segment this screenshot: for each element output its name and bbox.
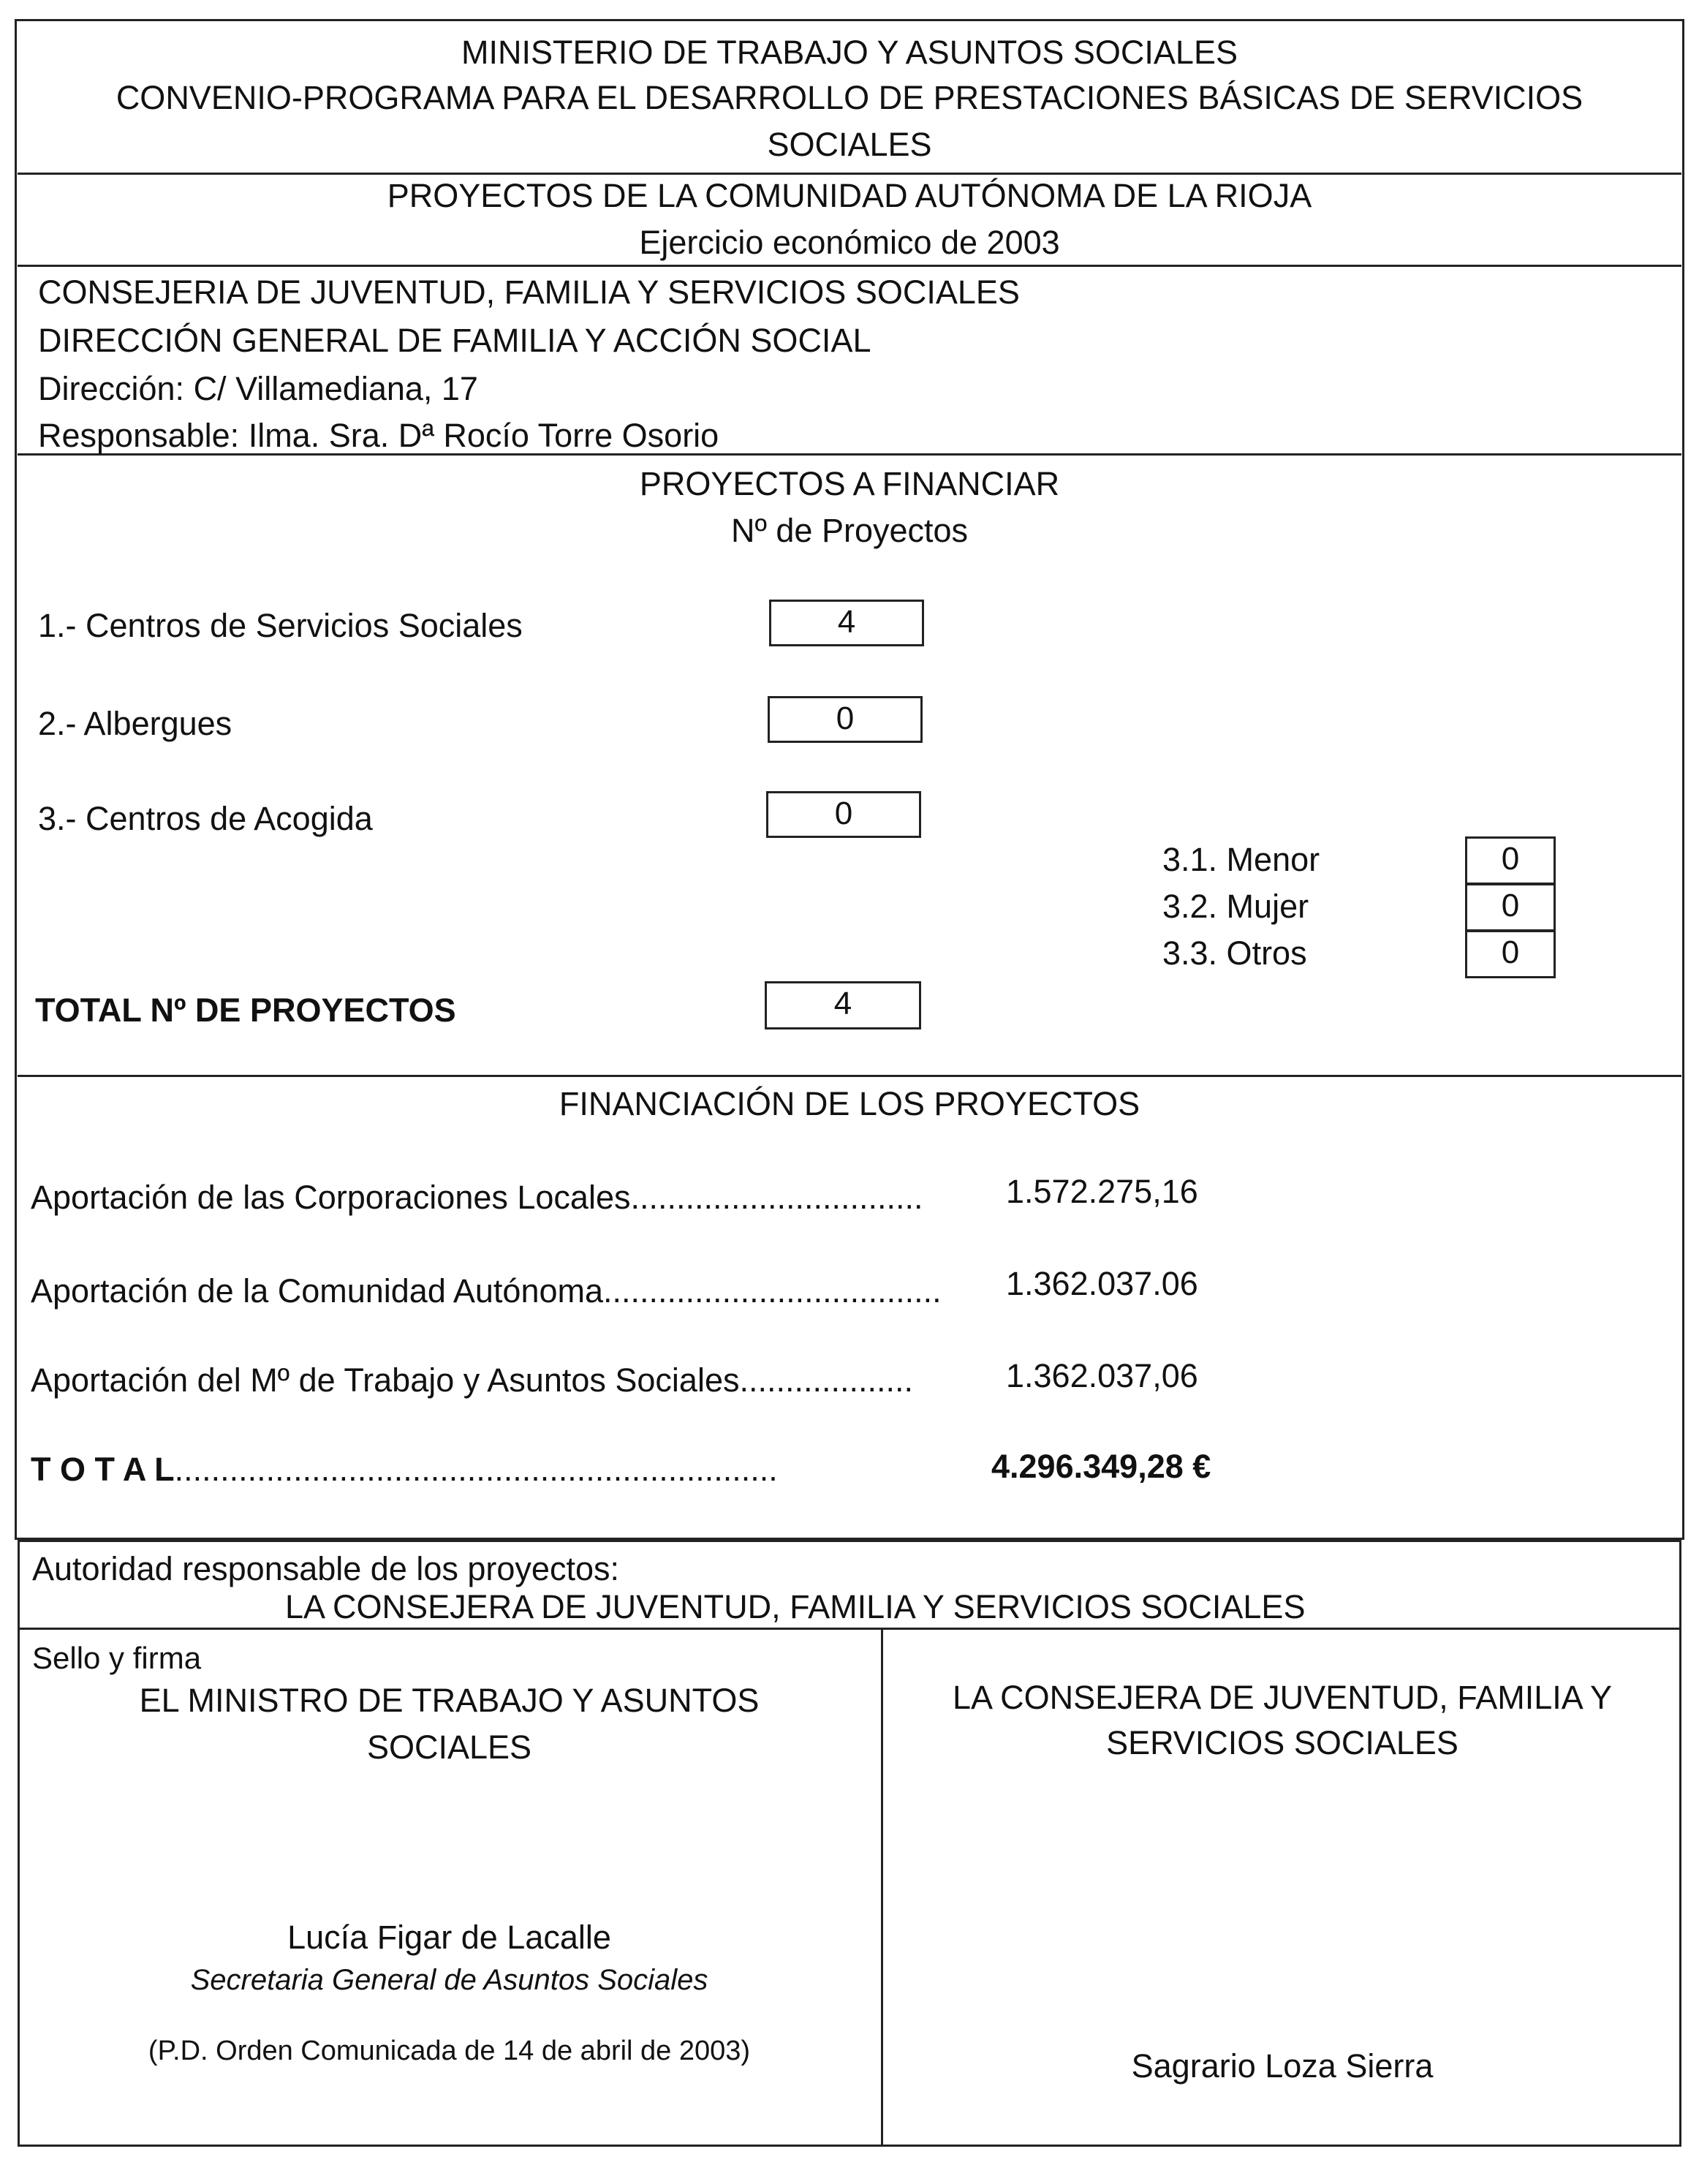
project-item-label: 1.- Centros de Servicios Sociales	[38, 607, 523, 644]
fiscal-year: Ejercicio económico de 2003	[639, 224, 1060, 261]
project-item-count: 0	[768, 696, 923, 743]
financing-row-label: Aportación de la Comunidad Autónoma	[31, 1272, 604, 1310]
leader-dots: ...................	[739, 1361, 914, 1399]
total-projects-label: TOTAL Nº DE PROYECTOS	[35, 991, 456, 1029]
authority-name: LA CONSEJERA DE JUVENTUD, FAMILIA Y SERVICIOS SOCIALES	[285, 1588, 1306, 1625]
sub-item-label: 3.3. Otros	[1162, 934, 1307, 972]
convenio-title: CONVENIO-PROGRAMA PARA EL DESARROLLO DE PRESTACIONES BÁSICAS DE SERVICIOS	[116, 79, 1583, 116]
project-item-label: 2.- Albergues	[38, 705, 232, 742]
consejeria-name: CONSEJERIA DE JUVENTUD, FAMILIA Y SERVICIOS SOCIALES	[38, 273, 1020, 311]
financing-row-label: Aportación de las Corporaciones Locales	[31, 1179, 631, 1216]
divider	[18, 173, 1681, 175]
sub-item-count: 0	[1465, 836, 1556, 885]
project-item-count: 0	[766, 791, 921, 838]
right-signatory-title: LA CONSEJERA DE JUVENTUD, FAMILIA Y	[953, 1679, 1612, 1716]
convenio-title-cont: SOCIALES	[767, 126, 932, 163]
sub-item-label: 3.1. Menor	[1162, 841, 1320, 878]
financing-total-row	[31, 1451, 778, 1489]
financing-total-amount: 4.296.349,28 €	[991, 1448, 1211, 1485]
authority-label: Autoridad responsable de los proyectos:	[32, 1550, 619, 1587]
projects-title: PROYECTOS A FINANCIAR	[639, 465, 1060, 502]
left-signatory-note: (P.D. Orden Comunicada de 14 de abril de 2003)	[148, 2036, 751, 2066]
divider	[18, 1075, 1681, 1077]
ministry-title: MINISTERIO DE TRABAJO Y ASUNTOS SOCIALES	[461, 34, 1238, 71]
responsible-person: Responsable: Ilma. Sra. Dª Rocío Torre Osorio	[38, 417, 719, 454]
left-signatory-title: EL MINISTRO DE TRABAJO Y ASUNTOS	[139, 1682, 760, 1719]
left-signatory-title-cont: SOCIALES	[366, 1728, 532, 1766]
seal-label: Sello y firma	[32, 1641, 202, 1675]
sub-item-count: 0	[1465, 930, 1556, 978]
financing-row	[31, 1272, 942, 1310]
right-signatory-name: Sagrario Loza Sierra	[1131, 2047, 1434, 2085]
community-title: PROYECTOS DE LA COMUNIDAD AUTÓNOMA DE LA RIOJA	[387, 177, 1312, 214]
direccion-general: DIRECCIÓN GENERAL DE FAMILIA Y ACCIÓN SOCIAL	[38, 322, 871, 359]
divider	[18, 1628, 1681, 1630]
leader-dots: .....................................	[603, 1272, 942, 1310]
leader-dots: ..................................................................	[174, 1451, 778, 1488]
left-signatory-name: Lucía Figar de Lacalle	[287, 1919, 611, 1956]
sub-item-count: 0	[1465, 883, 1556, 932]
financing-amount: 1.362.037.06	[1006, 1265, 1198, 1302]
projects-count-header: Nº de Proyectos	[730, 512, 969, 549]
financing-row	[31, 1361, 913, 1399]
sub-item-label: 3.2. Mujer	[1162, 888, 1309, 925]
address: Dirección: C/ Villamediana, 17	[38, 370, 478, 407]
total-projects-count: 4	[765, 981, 921, 1029]
financing-title: FINANCIACIÓN DE LOS PROYECTOS	[559, 1085, 1140, 1122]
project-item-label: 3.- Centros de Acogida	[38, 800, 373, 837]
divider	[18, 265, 1681, 267]
financing-total-label: T O T A L	[31, 1451, 175, 1488]
right-signatory-title-cont: SERVICIOS SOCIALES	[1106, 1724, 1458, 1761]
leader-dots: ................................	[630, 1179, 923, 1216]
financing-row	[31, 1179, 923, 1217]
financing-amount: 1.572.275,16	[1006, 1173, 1198, 1210]
financing-amount: 1.362.037,06	[1006, 1357, 1198, 1394]
financing-row-label: Aportación del Mº de Trabajo y Asuntos Sociales	[31, 1361, 740, 1399]
left-signatory-role: Secretaria General de Asuntos Sociales	[190, 1964, 708, 1996]
project-item-count: 4	[769, 600, 924, 646]
